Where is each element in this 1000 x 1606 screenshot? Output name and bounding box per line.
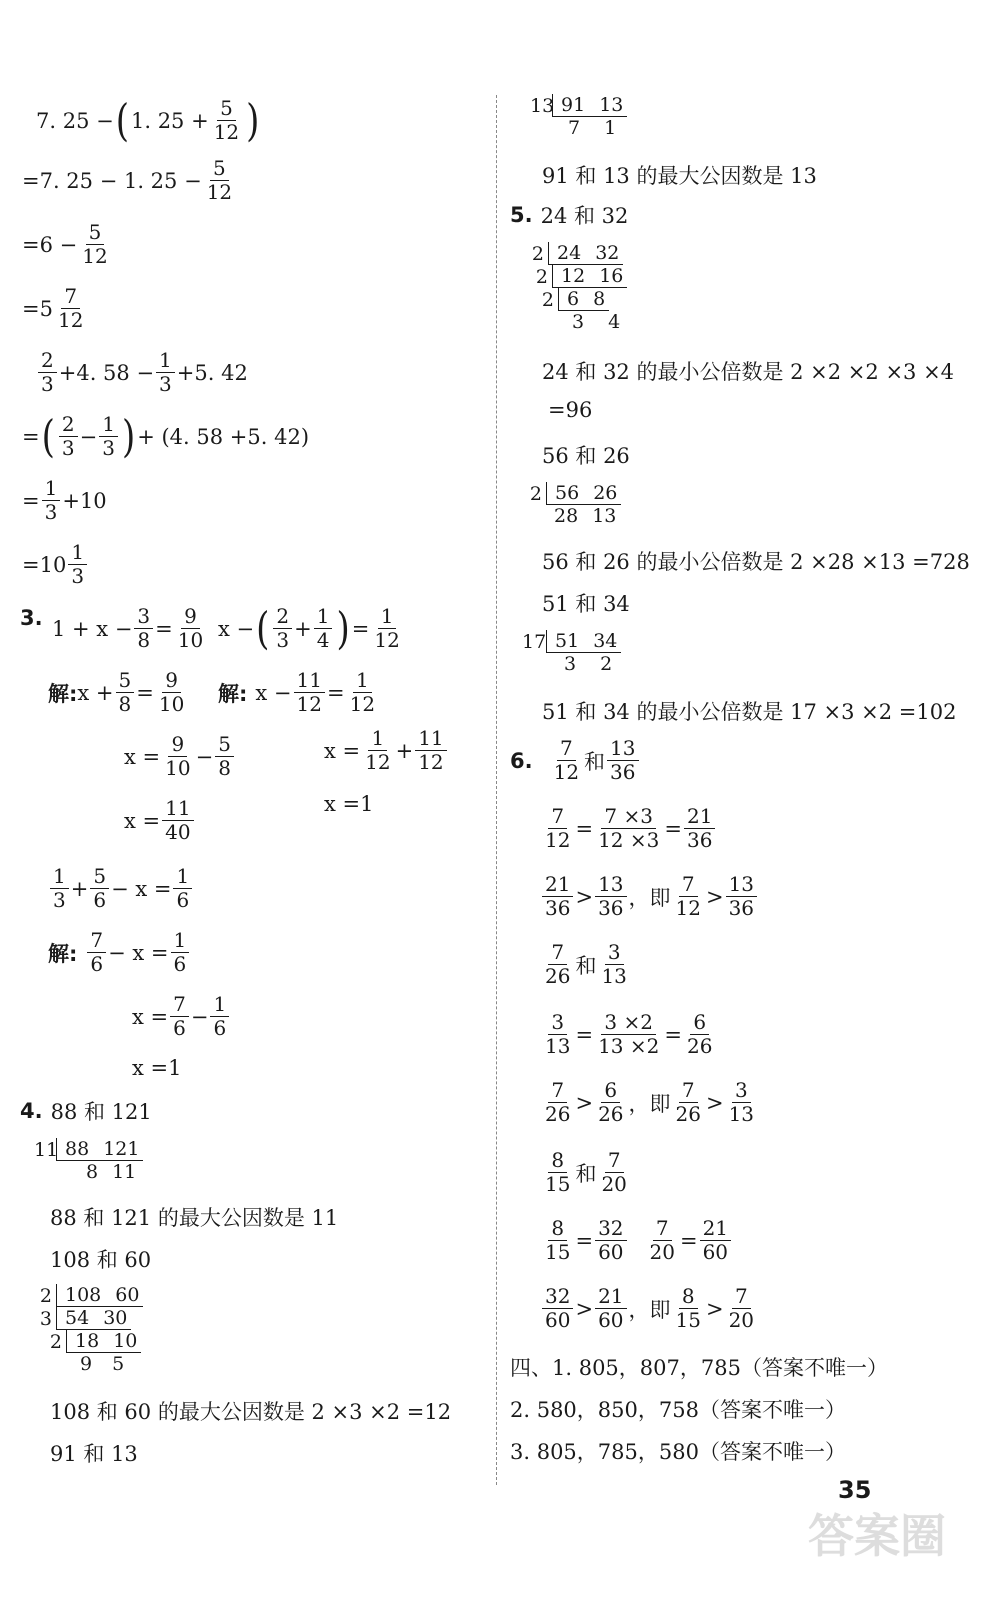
q6-pair1: 6. $\frac{7}{12}$ 和 $\frac{13}{36}$ bbox=[510, 738, 641, 783]
q5-result2: 56 和 26 的最小公倍数是 2 ×28 ×13 =728 bbox=[542, 550, 970, 574]
q3-sol2: 解: x − $\frac{11}{12}$ = $\frac{1}{12}$ bbox=[218, 668, 376, 716]
section4-item1: 四、1. 805，807，785（答案不唯一） bbox=[510, 1356, 888, 1380]
q6-pair2: $\frac{7}{26}$ 和 $\frac{3}{13}$ bbox=[545, 940, 627, 988]
q6-conv2: $\frac{3}{13}$ = $\frac{3 \times 2}{13 \times 2}$ = $\frac{6}{26}$ bbox=[545, 1010, 713, 1058]
page-number: 35 bbox=[838, 1476, 872, 1504]
q6-cmp3: $\frac{32}{60}$ > $\frac{21}{60}$ ，即 $\frac{8}{15}$ > $\frac{7}{20}$ bbox=[540, 1286, 759, 1331]
calc2: $\frac{2}{3}$ +4. 58 − $\frac{1}{3}$ +5. 42 bbox=[36, 350, 248, 395]
section4-item2: 2. 580，850，758（答案不唯一） bbox=[510, 1398, 846, 1422]
q6-cmp2: $\frac{7}{26}$ > $\frac{6}{26}$ ，即 $\frac{7}{26}$ > $\frac{3}{13}$ bbox=[545, 1078, 755, 1126]
calc2-step1: = ( $\frac{2}{3}$ − $\frac{1}{3}$ ) + (4. 58 +5. 42) bbox=[22, 410, 310, 463]
q3-sol1-result: x = $\frac{11}{40}$ bbox=[124, 798, 196, 843]
q4-div-108-60: 2 108 60 3 54 30 2 18 10 9 5 bbox=[34, 1284, 143, 1375]
q3b-step2: x = $\frac{7}{6}$ − $\frac{1}{6}$ bbox=[132, 994, 231, 1039]
q3b-sol: 解: $\frac{7}{6}$ − x = $\frac{1}{6}$ bbox=[48, 930, 191, 975]
q3-label: 3. bbox=[20, 606, 43, 630]
q5-result1b: =96 bbox=[548, 398, 593, 422]
q3-sol2-step2: x = $\frac{1}{12}$ + $\frac{11}{12}$ bbox=[324, 728, 449, 773]
q6-pair3: $\frac{8}{15}$ 和 $\frac{7}{20}$ bbox=[545, 1148, 627, 1196]
div-91-13: 13 91 13 7 1 bbox=[530, 94, 627, 139]
q4-result2: 108 和 60 的最大公因数是 2 ×3 ×2 =12 bbox=[50, 1400, 452, 1424]
q3-sol1-step2: x = $\frac{9}{10}$ − $\frac{5}{8}$ bbox=[124, 734, 236, 779]
q4-title2: 108 和 60 bbox=[50, 1248, 152, 1272]
q3-sol2-result: x =1 bbox=[324, 792, 374, 816]
q5-title3: 51 和 34 bbox=[542, 592, 630, 616]
q4-div-88-121: 11 88 121 8 11 bbox=[34, 1138, 143, 1183]
q5-div-24-32: 2 24 32 2 12 16 2 6 8 3 4 bbox=[526, 242, 627, 333]
gcd-91-13-result: 91 和 13 的最大公因数是 13 bbox=[542, 164, 817, 188]
q6-cmp1: $\frac{21}{36}$ > $\frac{13}{36}$ ，即 $\frac{7}{12}$ > $\frac{13}{36}$ bbox=[540, 874, 759, 919]
calc1-step2: =6 − $\frac{5}{12}$ bbox=[22, 220, 108, 268]
q3-eq1: 1 + x − $\frac{3}{8}$ = $\frac{9}{10}$ bbox=[52, 604, 204, 652]
q3-sol1: 解: x + $\frac{5}{8}$ = $\frac{9}{10}$ bbox=[48, 668, 185, 716]
calc2-step2: = $\frac{1}{3}$ +10 bbox=[22, 476, 107, 524]
q3-eq2: x − ( $\frac{2}{3}$ + $\frac{1}{4}$ ) = $\frac{1}{12}$ bbox=[218, 602, 400, 655]
q5-div-56-26: 2 56 26 28 13 bbox=[524, 482, 621, 527]
q4-title: 4. 88 和 121 bbox=[20, 1099, 152, 1124]
calc2-step3: =10 $\frac{1}{3}$ bbox=[22, 542, 89, 587]
column-divider bbox=[496, 95, 497, 1485]
q3b-eq: $\frac{1}{3}$ + $\frac{5}{6}$ − x = $\frac{1}{6}$ bbox=[48, 866, 194, 911]
q5-result1: 24 和 32 的最小公倍数是 2 ×2 ×2 ×3 ×4 bbox=[542, 360, 955, 384]
q4-result1: 88 和 121 的最大公因数是 11 bbox=[50, 1206, 339, 1230]
q3b-result: x =1 bbox=[132, 1056, 182, 1080]
q6-conv1: $\frac{7}{12}$ = $\frac{7 \times 3}{12 \times 3}$ = $\frac{21}{36}$ bbox=[540, 806, 717, 851]
calc1: 7. 25 − ( 1. 25 + $\frac{5}{12}$ ) bbox=[36, 94, 260, 147]
q5-title2: 56 和 26 bbox=[542, 444, 630, 468]
watermark: 答案圈 bbox=[808, 1509, 946, 1563]
q5-title: 5. 24 和 32 bbox=[510, 203, 629, 228]
calc1-step1: =7. 25 − 1. 25 − $\frac{5}{12}$ bbox=[22, 156, 233, 204]
q6-conv3: $\frac{8}{15}$ = $\frac{32}{60}$ $\frac{7}{20}$ = $\frac{21}{60}$ bbox=[540, 1218, 733, 1263]
q4-title3: 91 和 13 bbox=[50, 1442, 138, 1466]
calc1-step3: =5 $\frac{7}{12}$ bbox=[22, 284, 84, 332]
section4-item3: 3. 805，785，580（答案不唯一） bbox=[510, 1440, 846, 1464]
q5-div-51-34: 17 51 34 3 2 bbox=[522, 630, 621, 675]
q5-result3: 51 和 34 的最小公倍数是 17 ×3 ×2 =102 bbox=[542, 700, 957, 724]
